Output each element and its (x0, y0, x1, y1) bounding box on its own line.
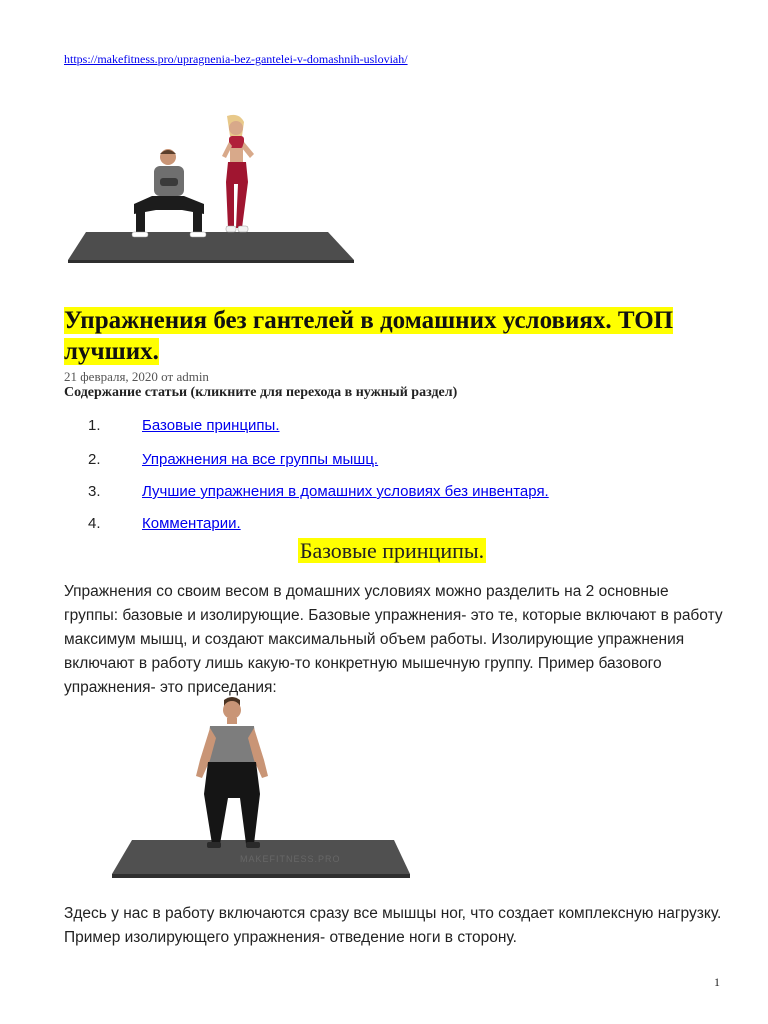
toc-item (88, 515, 241, 532)
source-link[interactable]: https://makefitness.pro/upragnenia-bez-gantelei-v-domashnih-usloviah/ (64, 52, 408, 66)
paragraph-explanation: Здесь у нас в работу включаются сразу все мышцы ног, что создает комплексную нагрузку. Пример изолирующего упражнения- отведение ноги в сторону. (64, 905, 722, 946)
toc-link-basic-principles[interactable]: Базовые принципы. (142, 417, 280, 434)
toc-item-number: 2. (88, 451, 101, 468)
man-standing-figure (196, 697, 268, 848)
man-squatting-figure (132, 149, 206, 237)
article-meta: 21 февраля, 2020 от admin (64, 369, 209, 384)
exercise-mat (68, 232, 354, 260)
exercise-image-squat (64, 694, 410, 880)
toc-item-number: 4. (88, 515, 101, 532)
section-title: Базовые принципы. (299, 538, 485, 563)
article-title: Упражнения без гантелей в домашних условиях. ТОП лучших. (64, 307, 674, 365)
mat-watermark: MAKEFITNESS.PRO (240, 854, 341, 864)
page-number: 1 (714, 975, 720, 989)
toc-link-comments[interactable]: Комментарии. (142, 515, 241, 532)
toc-item-number: 3. (88, 483, 101, 500)
toc-link-all-muscle-groups[interactable]: Упражнения на все группы мышц. (142, 451, 379, 468)
woman-standing-figure (222, 115, 254, 232)
exercise-image-squat-pair (64, 112, 360, 264)
toc-link-best-exercises[interactable]: Лучшие упражнения в домашних условиях без инвентаря. (142, 483, 549, 500)
toc-item (88, 451, 378, 468)
toc-item-number: 1. (88, 417, 101, 434)
toc-item (88, 417, 280, 434)
toc-heading: Содержание статьи (кликните для перехода в нужный раздел) (64, 385, 458, 400)
paragraph-intro: Упражнения со своим весом в домашних условиях можно разделить на 2 основные группы: базовые и изолирующие. Базовые упражнения- это те, которые включают в работу максимум мышц, и создают максимальный объем работы. Изолирующие упражнения включают в работу лишь какую-то конкретную мышечную группу. Пример базового упражнения- это приседания: (64, 583, 723, 696)
toc-item (88, 483, 549, 500)
